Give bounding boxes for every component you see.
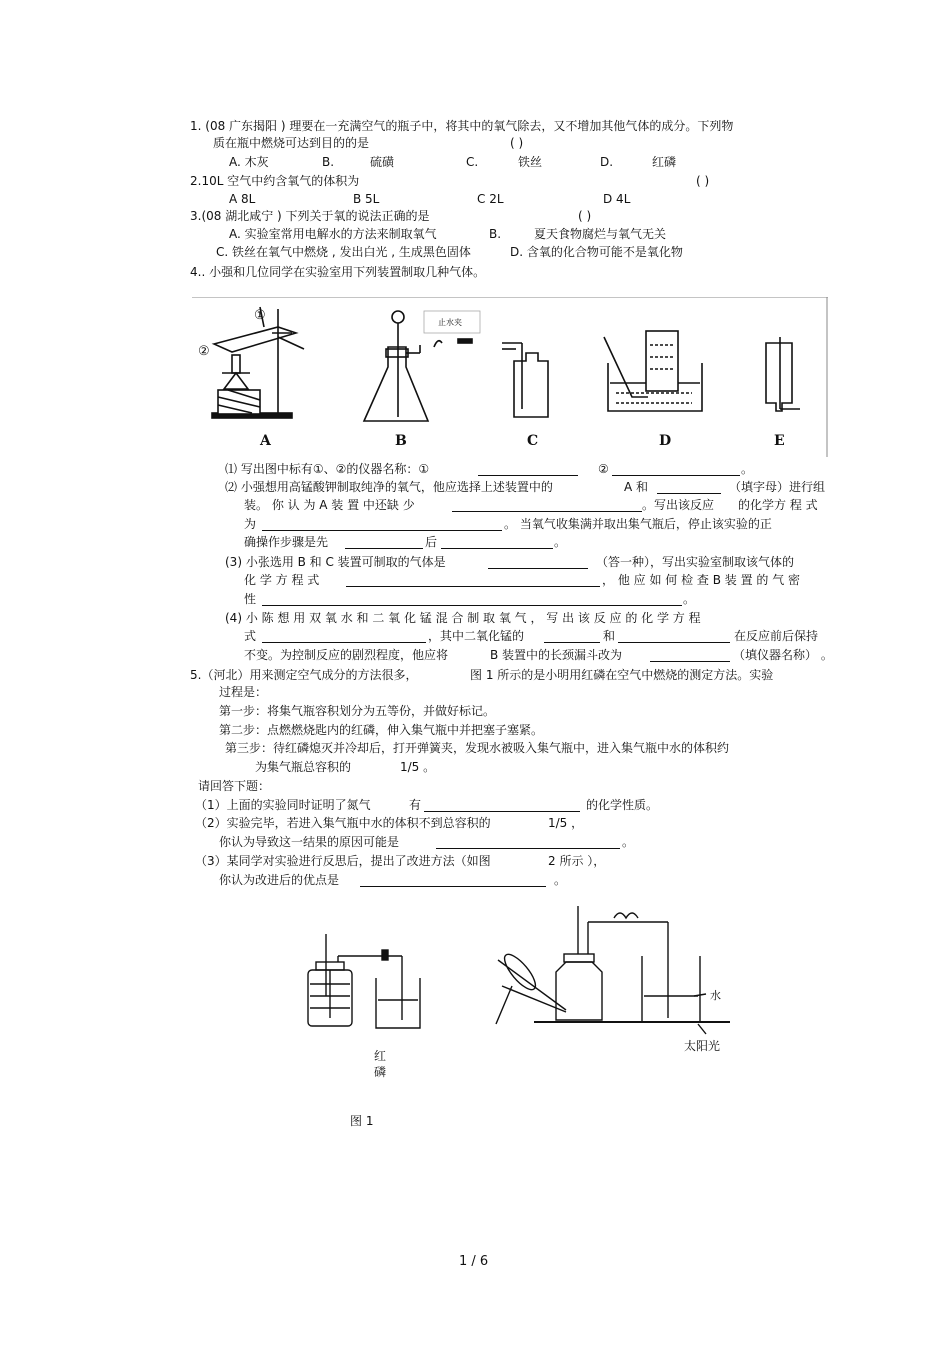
q4-s2c2: 。 当氧气收集满并取出集气瓶后，停止该实验的正 (504, 517, 772, 531)
fig-red-label-1: 红 (374, 1049, 387, 1063)
q1-paren: ( ) (510, 136, 524, 150)
q5-a3-blank[interactable] (360, 873, 546, 887)
q4-s4b2: ，其中二氧化锰的 (428, 629, 525, 643)
q4-s4b4: 在反应前后保持 (734, 629, 819, 643)
q4-s4c2: B 装置中的长颈漏斗改为 (490, 648, 623, 662)
q3-paren: ( ) (578, 209, 592, 223)
q4-s4b-blank2[interactable] (544, 629, 600, 643)
q1-option-d-text: 红磷 (652, 155, 677, 169)
q4-s3c-blank[interactable] (262, 592, 682, 606)
q5-line1: 5.（河北）用来测定空气成分的方法很多， (190, 668, 418, 682)
q2-option-c: C 2L (477, 192, 504, 206)
q4-s3c2: 。 (683, 592, 696, 606)
q5-step3b: 为集气瓶总容积的 (255, 760, 352, 774)
q5-a1: （1）上面的实验同时证明了氮气 (195, 798, 371, 812)
q1-line1: 1. (08 广东揭阳 ) 理要在一充满空气的瓶子中，将其中的氧气除去，又不增加其他气体的成分。下列物 (190, 119, 734, 133)
q4-s4c: 不变。为控制反应的剧烈程度，他应将 (244, 648, 449, 662)
page-number: 1 / 6 (459, 1254, 489, 1269)
figure-marker-1: ① (254, 308, 266, 323)
clamp-label: 止水夹 (438, 318, 462, 327)
q3-line: 3.(08 湖北咸宁 ) 下列关于氧的说法正确的是 (190, 209, 430, 223)
q5-ask: 请回答下题： (198, 779, 271, 793)
q1-option-c: C. (466, 155, 479, 169)
q3-option-b-text: 夏天食物腐烂与氧气无关 (534, 227, 667, 241)
q5-step3: 第三步：待红磷熄灭并冷却后，打开弹簧夹，发现水被吸入集气瓶中，进入集气瓶中水的体积约 (225, 741, 730, 755)
q1-option-b: B. (322, 155, 335, 169)
q4-s2c: 为 (244, 517, 257, 531)
q1-option-a: A. 木灰 (229, 155, 269, 169)
q5-a2: （2）实验完毕，若进入集气瓶中水的体积不到总容积的 (195, 816, 491, 830)
q5-a2d: 。 (622, 835, 635, 849)
q4-s1-blank2[interactable] (612, 462, 740, 476)
q5-a1c: 的化学性质。 (586, 798, 659, 812)
q5-a2-blank[interactable] (436, 835, 620, 849)
q4-s3c: 性 (244, 592, 257, 606)
q4-s2c-blank[interactable] (262, 517, 502, 531)
q4-s2d2: 后 (425, 535, 438, 549)
q4-s2d3: 。 (554, 535, 567, 549)
figure-caption: 图 1 (350, 1114, 374, 1128)
q1-option-d: D. (600, 155, 614, 169)
q4-s2b: 装。 你 认 为 A 装 置 中还缺 少 (244, 498, 415, 512)
q5-a1-blank[interactable] (424, 798, 580, 812)
q4-s2d-blank1[interactable] (345, 535, 423, 549)
q4-s3a: (3) 小张选用 B 和 C 装置可制取的气体是 (225, 555, 446, 569)
q5-step3c: 1/5 。 (400, 760, 436, 774)
q2-option-a: A 8L (229, 192, 256, 206)
q5-a1b: 有 (409, 798, 422, 812)
q4-s3a-blank[interactable] (488, 555, 588, 569)
q5-figures (290, 900, 750, 1080)
q4-s2b2: 。写出该反应 (642, 498, 715, 512)
q5-a3b: 2 所示 ）， (548, 854, 606, 868)
q5-line1b: 图 1 所示的是小明用红磷在空气中燃烧的测定方法。实验 (470, 668, 774, 682)
fig-water-label: 水 (710, 989, 721, 1002)
q4-s4c3: （填仪器名称） 。 (733, 648, 833, 662)
q4-s2d: 确操作步骤是先 (244, 535, 329, 549)
q3-option-a: A. 实验室常用电解水的方法来制取氧气 (229, 227, 437, 241)
figure-label-d: D (659, 433, 672, 449)
figure-label-c: C (527, 433, 539, 449)
q5-a2c: 你认为导致这一结果的原因可能是 (219, 835, 400, 849)
q2-paren: ( ) (696, 174, 710, 188)
q4-s3b2: ， 他 应 如 何 检 查 B 装 置 的 气 密 (602, 573, 801, 587)
q4-s4a: (4) 小 陈 想 用 双 氧 水 和 二 氧 化 锰 混 合 制 取 氧 气 ， 写 出 该 反 应 的 化 学 方 程 (225, 611, 701, 625)
q4-s1-end: 。 (741, 462, 754, 476)
q4-s4b: 式 (244, 629, 257, 643)
q5-a3d: 。 (554, 873, 567, 887)
q5-a2b: 1/5 ， (548, 816, 584, 830)
figure-marker-2: ② (198, 344, 210, 359)
q4-s2a-a: A 和 (624, 480, 649, 494)
q3-option-d: D. 含氧的化合物可能不是氧化物 (510, 245, 683, 259)
q4-s3b-blank[interactable] (346, 573, 600, 587)
q4-s4b3: 和 (603, 629, 616, 643)
q4-s1: ⑴ 写出图中标有①、②的仪器名称：① (225, 462, 430, 476)
q5-step2: 第二步：点燃燃烧匙内的红磷，伸入集气瓶中并把塞子塞紧。 (219, 723, 544, 737)
q5-step1: 第一步：将集气瓶容积划分为五等份，并做好标记。 (219, 704, 496, 718)
q5-line2: 过程是： (219, 685, 268, 699)
q4-s1-marker2: ② (598, 462, 609, 476)
q1-line2: 质在瓶中燃烧可达到目的的是 (213, 136, 370, 150)
q4-s1-blank1[interactable] (478, 462, 578, 476)
q5-a3: （3）某同学对实验进行反思后，提出了改进方法（如图 (195, 854, 491, 868)
q4-s4b-blank3[interactable] (618, 629, 730, 643)
figure-label-e: E (774, 433, 785, 449)
q4-s2d-blank2[interactable] (441, 535, 553, 549)
figure-label-b: B (395, 433, 407, 449)
q2-option-b: B 5L (353, 192, 380, 206)
figure-label-a: A (260, 433, 271, 449)
fig-sunlight-label: 太阳光 (684, 1039, 721, 1053)
q4-s2b3: 的化学方 程 式 (738, 498, 818, 512)
q4-s4b-blank1[interactable] (262, 629, 426, 643)
q4-s3a2: （答一种），写出实验室制取该气体的 (596, 555, 795, 569)
q3-option-b: B. (489, 227, 502, 241)
q4-s2b-blank[interactable] (452, 498, 642, 512)
q4-intro: 4.. 小强和几位同学在实验室用下列装置制取几种气体。 (190, 265, 486, 279)
q4-s2a-end: （填字母）进行组 (729, 480, 826, 494)
q1-option-c-text: 铁丝 (518, 155, 543, 169)
q1-option-b-text: 硫磺 (370, 155, 395, 169)
q4-s2a-blank[interactable] (657, 480, 721, 494)
q4-s3b: 化 学 方 程 式 (244, 573, 320, 587)
q5-a3c: 你认为改进后的优点是 (219, 873, 340, 887)
q2-option-d: D 4L (603, 192, 631, 206)
q4-s2a: ⑵ 小强想用高锰酸钾制取纯净的氧气，他应选择上述装置中的 (225, 480, 553, 494)
apparatus-figure (192, 297, 828, 457)
q3-option-c: C. 铁丝在氧气中燃烧 , 发出白光 , 生成黑色固体 (216, 245, 471, 259)
fig-red-label-2: 磷 (374, 1065, 387, 1079)
q2-line: 2.10L 空气中约含氧气的体积为 (190, 174, 360, 188)
q4-s4c-blank[interactable] (650, 648, 730, 662)
